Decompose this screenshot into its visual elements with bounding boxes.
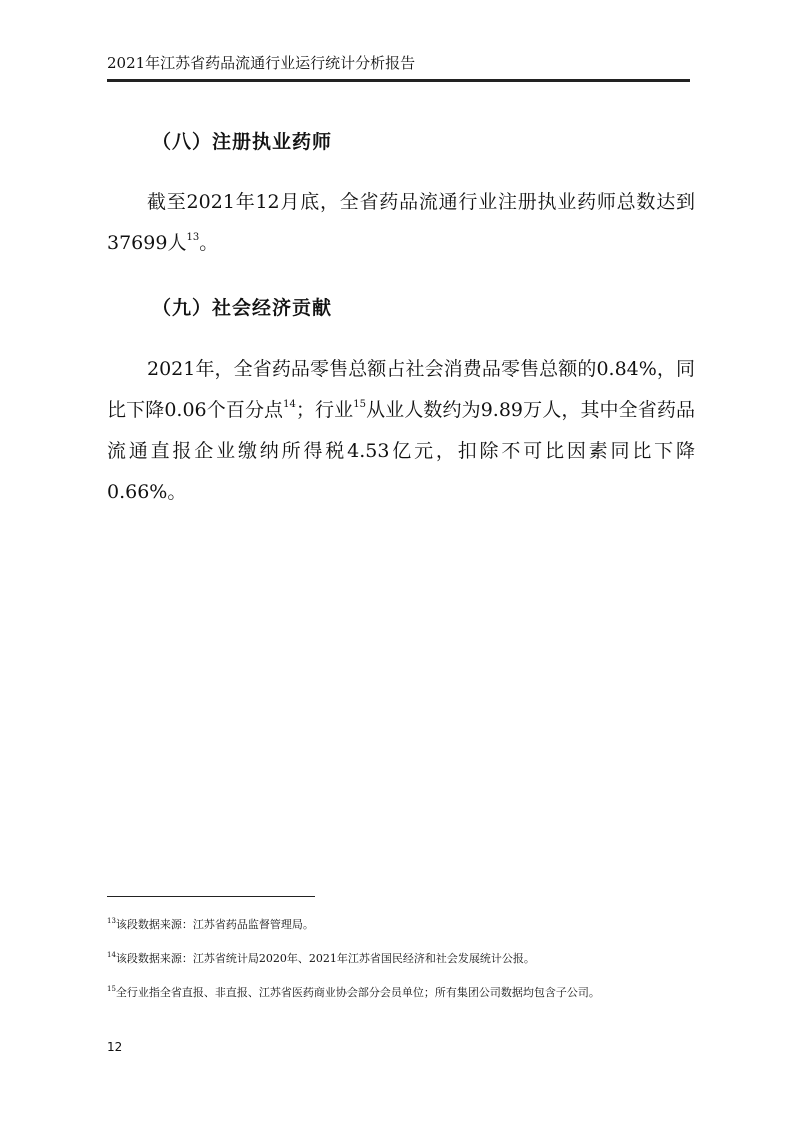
footnote-text: 该段数据来源：江苏省药品监督管理局。 (115, 918, 314, 931)
running-header (107, 53, 690, 82)
footnote-ref-14[interactable]: 14 (283, 399, 296, 410)
paragraph-licensed-pharmacists (107, 182, 695, 264)
footnote-divider (107, 896, 315, 897)
footnote-text: 全行业指全省直报、非直报、江苏省医药商业协会部分会员单位；所有集团公司数据均包含子公司。 (115, 986, 600, 999)
page-number: 12 (107, 1040, 123, 1054)
footnote-number: 14 (107, 951, 116, 959)
footnote-13 (107, 918, 697, 932)
footnote-text: 该段数据来源：江苏省统计局2020年、2021年江苏省国民经济和社会发展统计公报。 (115, 952, 535, 965)
footnote-15 (107, 986, 697, 1000)
paragraph-text-c: 从业人数约为9.89万人，其中全省药品流通直报企业缴纳所得税4.53亿元，扣除不可比因素同比下降0.66%。 (107, 399, 695, 503)
footnote-number: 15 (107, 985, 116, 993)
paragraph-end: 。 (199, 232, 219, 254)
paragraph-economic-contribution (107, 349, 695, 513)
footnote-14 (107, 952, 697, 966)
paragraph-text-a: 2021年，全省药品零售总额占社会消费品零售总额的0.84%，同比下降0.06个百分点 (107, 358, 695, 421)
section-title-licensed-pharmacists: （八）注册执业药师 (152, 131, 333, 153)
running-header-title: 2021年江苏省药品流通行业运行统计分析报告 (107, 54, 416, 72)
paragraph-text-b: ；行业 (295, 399, 354, 421)
footnote-ref-15[interactable]: 15 (353, 399, 366, 410)
footnote-number: 13 (107, 917, 116, 925)
paragraph-text: 截至2021年12月底，全省药品流通行业注册执业药师总数达到37699人 (107, 191, 695, 254)
footnote-ref-13[interactable]: 13 (186, 232, 200, 243)
section-title-economic-contribution: （九）社会经济贡献 (152, 297, 333, 319)
